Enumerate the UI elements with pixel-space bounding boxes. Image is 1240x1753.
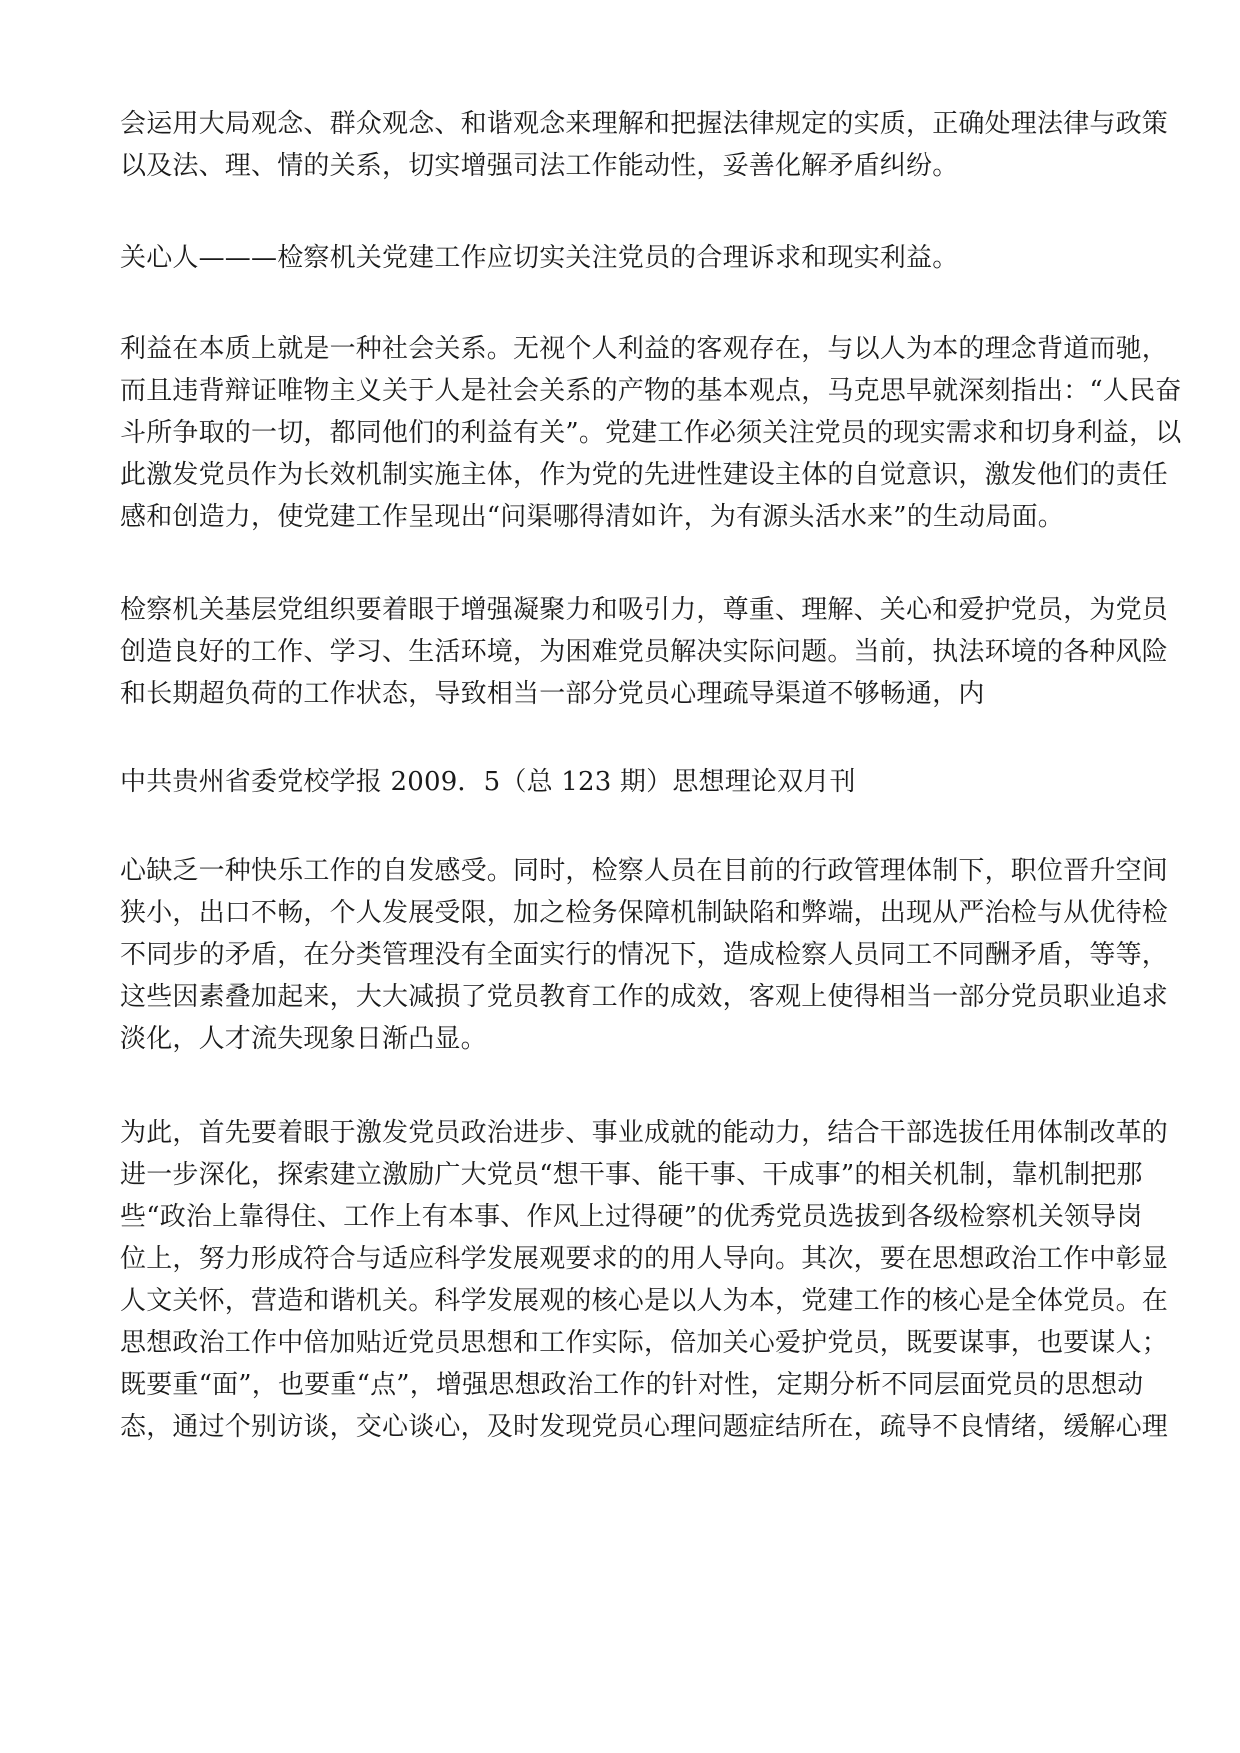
section-heading-care-people	[120, 237, 1120, 279]
text-line: 态，通过个别访谈，交心谈心，及时发现党员心理问题症结所在，疏导不良情绪，缓解心理	[120, 1412, 1169, 1442]
text-line: 进一步深化，探索建立激励广大党员“想干事、能干事、干成事”的相关机制，靠机制把那	[120, 1160, 1143, 1190]
text-line: 人文关怀，营造和谐机关。科学发展观的核心是以人为本，党建工作的核心是全体党员。在	[120, 1286, 1169, 1316]
text-line: 不同步的矛盾，在分类管理没有全面实行的情况下，造成检察人员同工不同酬矛盾，等等，	[120, 940, 1169, 970]
text-line: 利益在本质上就是一种社会关系。无视个人利益的客观存在，与以人为本的理念背道而驰，	[120, 334, 1169, 364]
text-line: 此激发党员作为长效机制实施主体，作为党的先进性建设主体的自觉意识，激发他们的责任	[120, 460, 1169, 490]
text-line: 思想政治工作中倍加贴近党员思想和工作实际，倍加关心爱护党员，既要谋事，也要谋人；	[120, 1328, 1169, 1358]
journal-running-header	[120, 761, 1120, 803]
text-line: 淡化，人才流失现象日渐凸显。	[120, 1024, 487, 1054]
text-line: 关心人———检察机关党建工作应切实关注党员的合理诉求和现实利益。	[120, 243, 959, 273]
text-line: 会运用大局观念、群众观念、和谐观念来理解和把握法律规定的实质，正确处理法律与政策	[120, 109, 1169, 139]
text-line: 斗所争取的一切，都同他们的利益有关”。党建工作必须关注党员的现实需求和切身利益，以	[120, 418, 1182, 448]
text-line: 心缺乏一种快乐工作的自发感受。同时，检察人员在目前的行政管理体制下，职位晋升空间	[120, 856, 1169, 886]
text-line: 位上，努力形成符合与适应科学发展观要求的的用人导向。其次，要在思想政治工作中彰显	[120, 1244, 1169, 1274]
text-line: 和长期超负荷的工作状态，导致相当一部分党员心理疏导渠道不够畅通，内	[120, 679, 985, 709]
text-line: 为此，首先要着眼于激发党员政治进步、事业成就的能动力，结合干部选拔任用体制改革的	[120, 1118, 1169, 1148]
journal-citation: 中共贵州省委党校学报 2009．5（总 123 期）思想理论双月刊	[120, 767, 856, 797]
text-line: 以及法、理、情的关系，切实增强司法工作能动性，妥善化解矛盾纠纷。	[120, 151, 959, 181]
paragraph-interests	[120, 328, 1182, 538]
text-line: 感和创造力，使党建工作呈现出“问渠哪得清如许，为有源头活水来”的生动局面。	[120, 502, 1064, 532]
text-line: 些“政治上靠得住、工作上有本事、作风上过得硬”的优秀党员选拔到各级检察机关领导岗	[120, 1202, 1143, 1232]
paragraph-grassroots-party	[120, 589, 1169, 715]
text-line: 这些因素叠加起来，大大减损了党员教育工作的成效，客观上使得相当一部分党员职业追求	[120, 982, 1169, 1012]
text-line: 既要重“面”，也要重“点”，增强思想政治工作的针对性，定期分析不同层面党员的思想动	[120, 1370, 1144, 1400]
text-line: 检察机关基层党组织要着眼于增强凝聚力和吸引力，尊重、理解、关心和爱护党员，为党员	[120, 595, 1169, 625]
paragraph-measures	[120, 1112, 1169, 1448]
text-line: 狭小，出口不畅，个人发展受限，加之检务保障机制缺陷和弊端，出现从严治检与从优待检	[120, 898, 1169, 928]
paragraph-law-policy-continuation	[120, 103, 1169, 187]
text-line: 而且违背辩证唯物主义关于人是社会关系的产物的基本观点，马克思早就深刻指出：“人民奋	[120, 376, 1182, 406]
text-line: 创造良好的工作、学习、生活环境，为困难党员解决实际问题。当前，执法环境的各种风险	[120, 637, 1169, 667]
paragraph-happy-work	[120, 850, 1169, 1060]
